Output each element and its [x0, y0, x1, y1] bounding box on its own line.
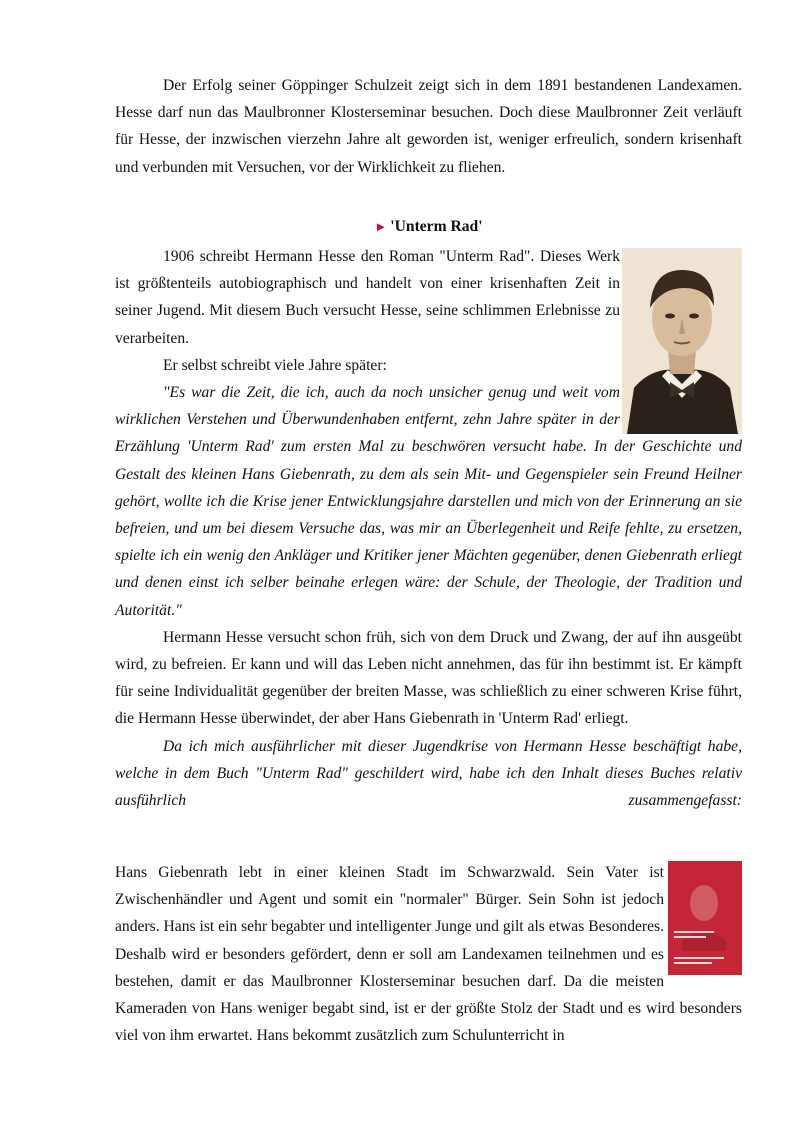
section-heading-text: 'Unterm Rad'	[390, 218, 483, 235]
paragraph-plot-summary	[115, 859, 742, 1049]
paragraph-quote-lead: Er selbst schreibt viele Jahre später:	[163, 356, 387, 374]
cover-wrap-spacer	[664, 859, 742, 971]
photo-wrap-spacer	[620, 243, 742, 429]
paragraph-hesse-befreiung: Hermann Hesse versucht schon früh, sich von dem Druck und Zwang, der auf ihn ausgeübt wird, zu befreien. Er kann und will das Leben nicht annehmen, das für ihn bestimmt ist. Er kämpft für seine Individualität gegenüber der breiten Masse, was schließlich zu einer schweren Krise führt, die Hermann Hesse überwindet, der aber Hans Giebenrath in 'Unterm Rad' erliegt.	[115, 628, 742, 728]
paragraph-summary-lead: Da ich mich ausführlicher mit dieser Jugendkrise von Hermann Hesse beschäftigt habe, welche in dem Buch "Unterm Rad" geschildert wird, habe ich den Inhalt dieses Buches relativ ausführlich zusammengefasst:	[115, 737, 742, 810]
text-block-wrapping-photo	[115, 243, 742, 814]
paragraph-unterm-rad-intro: 1906 schreibt Hermann Hesse den Roman "Unterm Rad". Dieses Werk ist größtenteils autobiographisch und handelt von einer krisenhaften Zeit in seiner Jugend. Mit diesem Buch versucht Hesse, seine schlimmen Erlebnisse zu verarbeiten.	[115, 248, 620, 347]
paragraph-plot-summary-text: Hans Giebenrath lebt in einer kleinen Stadt im Schwarzwald. Sein Vater ist Zwischenhändler und Agent und somit ein "normaler" Bürger. Sein Sohn ist jedoch anders. Hans ist ein sehr begabter und intelligenter Junge und gilt als etwas Besonderes. Deshalb wird er besonders gefördert, denn er soll am Landexamen teilnehmen und es bestehen, damit er das Maulbronner Klosterseminar besuchen darf. Da die meisten Kameraden von Hans weniger begabt sind, ist er der größte Stolz der Stadt und es wird besonders viel von ihm erwartet. Hans bekommt zusätzlich zum Schulunterricht in	[115, 864, 742, 1045]
paragraph-maulbronner-zeit: Der Erfolg seiner Göppinger Schulzeit zeigt sich in dem 1891 bestandenen Landexamen. Hesse darf nun das Maulbronner Klosterseminar besuchen. Doch diese Maulbronner Zeit verläuft für Hesse, der inzwischen vierzehn Jahre alt geworden ist, weniger erfreulich, sondern krisenhaft und verbunden mit Versuchen, vor der Wirklichkeit zu fliehen.	[115, 77, 742, 176]
section-heading	[115, 215, 742, 239]
paragraph-hesse-quote: "Es war die Zeit, die ich, auch da noch unsicher genug und weit vom wirklichen Verstehen und Überwundenhaben entfernt, zehn Jahre später in der Erzählung 'Unterm Rad' zum ersten Mal zu beschwören versucht habe. In der Geschichte und Gestalt des kleinen Hans Giebenrath, zu dem als sein Mit- und Gegenspieler sein Freund Heilner gehört, wollte ich die Krise jener Entwicklungsjahre darstellen und mich von der Erinnerung an sie befreien, und um bei diesem Versuche das, was mir an Überlegenheit und Reife fehlte, zu ersetzen, spielte ich ein wenig den Ankläger und Kritiker jener Mächten gegenüber, denen Giebenrath erliegt und denen einst ich selber beinahe erlegen wäre: der Schule, der Theologie, der Tradition und Autorität."	[115, 384, 742, 619]
arrow-bullet-icon: ►	[374, 219, 388, 234]
